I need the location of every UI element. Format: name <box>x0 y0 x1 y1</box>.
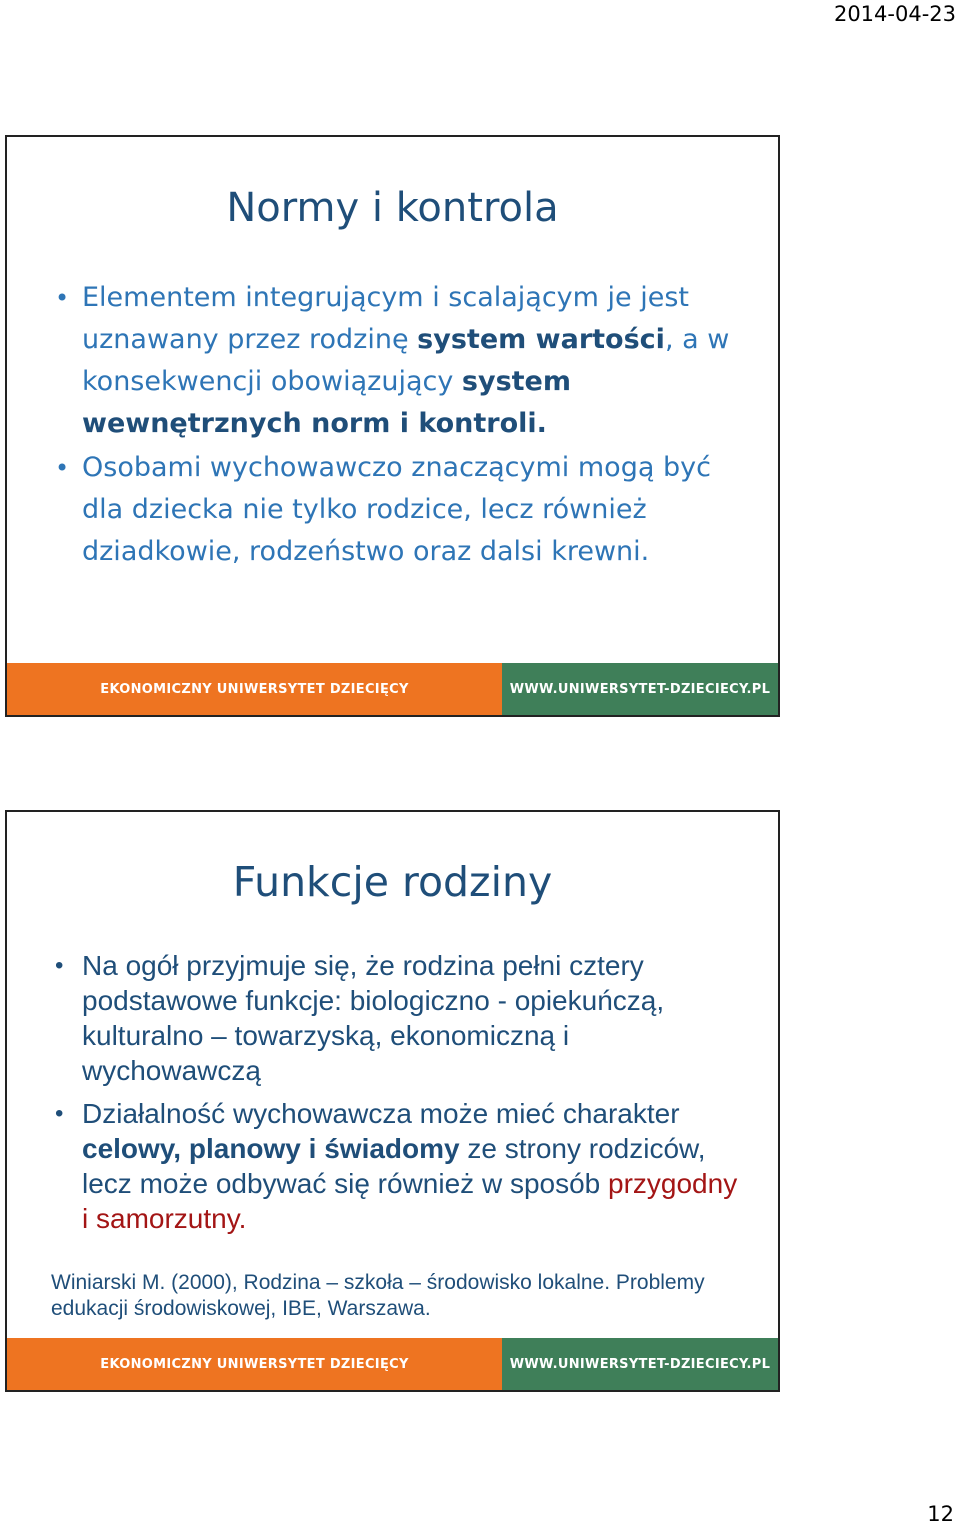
slide-normy-i-kontrola <box>5 135 780 717</box>
slide-title: Funkcje rodziny <box>232 858 553 906</box>
slide-funkcje-rodziny <box>5 810 780 1392</box>
slide-title: Normy i kontrola <box>226 185 559 231</box>
bullet-list <box>7 948 778 1236</box>
bullet-emphasis: celowy, planowy i świadomy <box>82 1133 460 1164</box>
footer-left-band <box>7 1338 502 1390</box>
page-date: 2014-04-23 <box>833 2 956 26</box>
slide-footer <box>7 663 778 715</box>
footer-right-band <box>502 1338 778 1390</box>
bullet-text: Na ogół przyjmuje się, że rodzina pełni cztery podstawowe funkcje: biologiczno - opiekuńczą, kulturalno – towarzyską, ekonomiczną i wychowawczą <box>82 950 665 1086</box>
bullet-text: Elementem integrującym i scalającym je jest uznawany przez rodzinę <box>82 282 689 355</box>
bullet-list <box>7 277 778 573</box>
bullet-text: Osobami wychowawczo znaczącymi mogą być dla dziecka nie tylko rodzice, lecz również dziadkowie, rodzeństwo oraz dalsi krewni. <box>82 452 711 567</box>
bullet-text: ze strony rodziców, lecz może odbywać się również w sposób <box>82 1133 706 1199</box>
bullet-emphasis: system wewnętrznych norm i kontroli. <box>82 366 572 439</box>
bullet-item <box>7 277 778 445</box>
reference-line: edukacji środowiskowej, IBE, Warszawa. <box>51 1297 431 1320</box>
footer-right-band <box>502 663 778 715</box>
slide-footer <box>7 1338 778 1390</box>
footer-left-band <box>7 663 502 715</box>
bullet-icon: • <box>55 454 70 482</box>
footer-org-name: EKONOMICZNY UNIWERSYTET DZIECIĘCY <box>100 681 409 697</box>
bullet-icon: • <box>55 1100 64 1127</box>
footer-org-name: EKONOMICZNY UNIWERSYTET DZIECIĘCY <box>100 1356 409 1372</box>
bullet-icon: • <box>55 284 70 312</box>
bullet-red-emphasis: przygodny i samorzutny. <box>82 1168 738 1234</box>
reference-citation <box>51 1270 748 1322</box>
footer-website: WWW.UNIWERSYTET-DZIECIECY.PL <box>509 1356 771 1372</box>
bullet-item <box>7 447 778 573</box>
bullet-emphasis: system wartości <box>417 324 665 355</box>
reference-line: Winiarski M. (2000), Rodzina – szkoła – środowisko lokalne. Problemy <box>51 1271 705 1294</box>
bullet-item <box>7 1096 778 1236</box>
bullet-text: Działalność wychowawcza może mieć charakter <box>82 1098 680 1129</box>
bullet-icon: • <box>55 952 64 979</box>
bullet-item <box>7 948 778 1088</box>
bullet-text: , a w konsekwencji obowiązujący <box>82 324 730 397</box>
footer-website: WWW.UNIWERSYTET-DZIECIECY.PL <box>509 681 771 697</box>
page-number: 12 <box>927 1502 954 1526</box>
